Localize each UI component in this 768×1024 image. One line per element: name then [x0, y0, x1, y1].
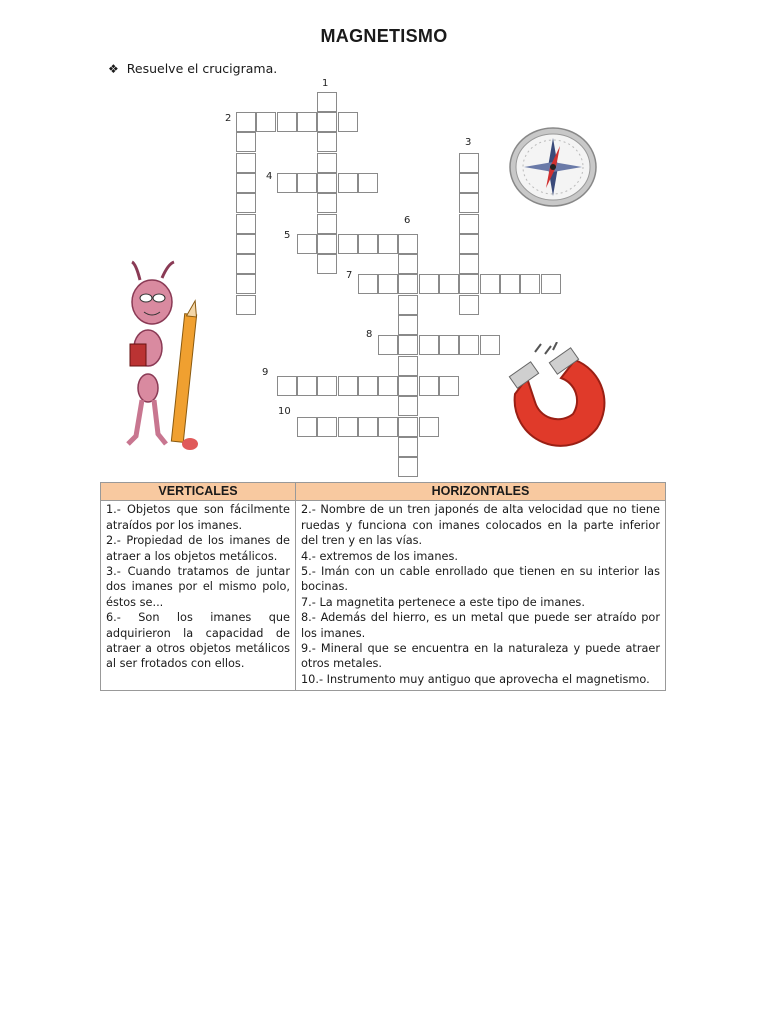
clue-horizontal-4: 4.- extremos de los imanes. — [301, 549, 458, 563]
crossword-cell[interactable] — [459, 214, 479, 234]
crossword-cell[interactable] — [236, 214, 256, 234]
clue-horizontal-2: 2.- Nombre de un tren japonés de alta velocidad que no tiene ruedas y funciona con imanes colocados en la parte inferior del tren y en las vías. — [301, 503, 660, 548]
crossword-cell[interactable] — [520, 274, 540, 294]
page-title: MAGNETISMO — [320, 26, 448, 46]
clue-number-6: 6 — [404, 215, 411, 226]
crossword-cell[interactable] — [317, 112, 337, 132]
clue-vertical-1: 1.- Objetos que son fácilmente atraídos por los imanes. — [106, 503, 290, 532]
crossword-cell[interactable] — [297, 376, 317, 396]
crossword-cell[interactable] — [358, 173, 378, 193]
crossword-cell[interactable] — [459, 274, 479, 294]
clue-vertical-2: 2.- Propiedad de los imanes de atraer a los objetos metálicos. — [106, 534, 290, 563]
crossword-cell[interactable] — [277, 376, 297, 396]
crossword-cell[interactable] — [358, 417, 378, 437]
crossword-cell[interactable] — [317, 92, 337, 112]
clue-number-5: 5 — [284, 230, 291, 241]
crossword-cell[interactable] — [277, 173, 297, 193]
crossword-cell[interactable] — [500, 274, 520, 294]
crossword-cell[interactable] — [236, 274, 256, 294]
crossword-cell[interactable] — [317, 173, 337, 193]
crossword-cell[interactable] — [378, 376, 398, 396]
clue-horizontal-7: 7.- La magnetita pertenece a este tipo de imanes. — [301, 595, 585, 609]
clue-number-3: 3 — [465, 137, 472, 148]
crossword-cell[interactable] — [317, 254, 337, 274]
crossword-cell[interactable] — [419, 335, 439, 355]
clue-horizontal-8: 8.- Además del hierro, es un metal que puede ser atraído por los imanes. — [301, 611, 660, 640]
bullet-icon: ❖ — [108, 62, 119, 76]
crossword-grid — [0, 0, 768, 480]
clue-horizontal-9: 9.- Mineral que se encuentra en la naturaleza y puede atraer otros metales. — [301, 642, 660, 671]
verticales-cell — [101, 501, 296, 691]
crossword-cell[interactable] — [338, 376, 358, 396]
crossword-cell[interactable] — [459, 254, 479, 274]
crossword-cell[interactable] — [541, 274, 561, 294]
crossword-cell[interactable] — [317, 153, 337, 173]
crossword-cell[interactable] — [459, 193, 479, 213]
crossword-cell[interactable] — [398, 254, 418, 274]
crossword-cell[interactable] — [378, 335, 398, 355]
crossword-cell[interactable] — [236, 173, 256, 193]
crossword-cell[interactable] — [277, 112, 297, 132]
crossword-cell[interactable] — [317, 417, 337, 437]
clue-number-8: 8 — [366, 329, 373, 340]
clue-number-4: 4 — [266, 171, 273, 182]
clue-number-9: 9 — [262, 367, 269, 378]
crossword-cell[interactable] — [419, 376, 439, 396]
crossword-cell[interactable] — [236, 234, 256, 254]
crossword-cell[interactable] — [439, 335, 459, 355]
crossword-cell[interactable] — [459, 153, 479, 173]
horizontales-cell — [296, 501, 666, 691]
crossword-cell[interactable] — [459, 335, 479, 355]
horizontales-header: HORIZONTALES — [296, 483, 666, 501]
clue-vertical-3: 3.- Cuando tratamos de juntar dos imanes por el mismo polo, éstos se... — [106, 565, 290, 609]
crossword-cell[interactable] — [459, 173, 479, 193]
crossword-cell[interactable] — [419, 274, 439, 294]
crossword-cell[interactable] — [398, 417, 418, 437]
crossword-cell[interactable] — [338, 417, 358, 437]
crossword-cell[interactable] — [439, 274, 459, 294]
crossword-cell[interactable] — [236, 112, 256, 132]
crossword-cell[interactable] — [236, 193, 256, 213]
compass-icon — [508, 126, 598, 208]
crossword-cell[interactable] — [236, 153, 256, 173]
crossword-cell[interactable] — [297, 234, 317, 254]
crossword-cell[interactable] — [338, 173, 358, 193]
crossword-cell[interactable] — [398, 295, 418, 315]
crossword-cell[interactable] — [480, 335, 500, 355]
crossword-cell[interactable] — [358, 376, 378, 396]
clues-table — [100, 482, 666, 691]
clue-number-10: 10 — [278, 406, 291, 417]
crossword-cell[interactable] — [398, 437, 418, 457]
crossword-cell[interactable] — [398, 457, 418, 477]
crossword-cell[interactable] — [459, 234, 479, 254]
crossword-cell[interactable] — [378, 234, 398, 254]
crossword-cell[interactable] — [398, 234, 418, 254]
crossword-cell[interactable] — [236, 254, 256, 274]
crossword-cell[interactable] — [419, 417, 439, 437]
crossword-cell[interactable] — [480, 274, 500, 294]
clue-number-7: 7 — [346, 270, 353, 281]
crossword-cell[interactable] — [297, 112, 317, 132]
crossword-cell[interactable] — [297, 173, 317, 193]
crossword-cell[interactable] — [317, 376, 337, 396]
crossword-cell[interactable] — [317, 132, 337, 152]
crossword-cell[interactable] — [338, 234, 358, 254]
clue-number-2: 2 — [225, 113, 232, 124]
instruction-text: Resuelve el crucigrama. — [126, 61, 278, 76]
crossword-cell[interactable] — [459, 295, 479, 315]
ant-with-pencil-icon — [118, 258, 210, 456]
crossword-cell[interactable] — [398, 396, 418, 416]
crossword-cell[interactable] — [297, 417, 317, 437]
crossword-cell[interactable] — [358, 234, 378, 254]
crossword-cell[interactable] — [378, 417, 398, 437]
crossword-cell[interactable] — [338, 112, 358, 132]
magnet-icon — [505, 342, 610, 450]
crossword-cell[interactable] — [256, 112, 276, 132]
crossword-cell[interactable] — [398, 274, 418, 294]
crossword-cell[interactable] — [398, 315, 418, 335]
crossword-cell[interactable] — [398, 356, 418, 376]
crossword-cell[interactable] — [398, 335, 418, 355]
crossword-cell[interactable] — [236, 295, 256, 315]
crossword-cell[interactable] — [236, 132, 256, 152]
clue-horizontal-5: 5.- Imán con un cable enrollado que tienen en su interior las bocinas. — [301, 565, 660, 594]
crossword-cell[interactable] — [358, 274, 378, 294]
crossword-cell[interactable] — [317, 234, 337, 254]
clue-number-1: 1 — [322, 78, 329, 89]
crossword-cell[interactable] — [378, 274, 398, 294]
crossword-cell[interactable] — [317, 193, 337, 213]
crossword-cell[interactable] — [439, 376, 459, 396]
clue-horizontal-10: 10.- Instrumento muy antiguo que aprovecha el magnetismo. — [301, 672, 650, 686]
crossword-cell[interactable] — [398, 376, 418, 396]
clue-vertical-6: 6.- Son los imanes que adquirieron la capacidad de atraer a otros objetos metálicos al ser frotados con ellos. — [106, 611, 290, 671]
verticales-header: VERTICALES — [101, 483, 296, 501]
crossword-cell[interactable] — [317, 214, 337, 234]
